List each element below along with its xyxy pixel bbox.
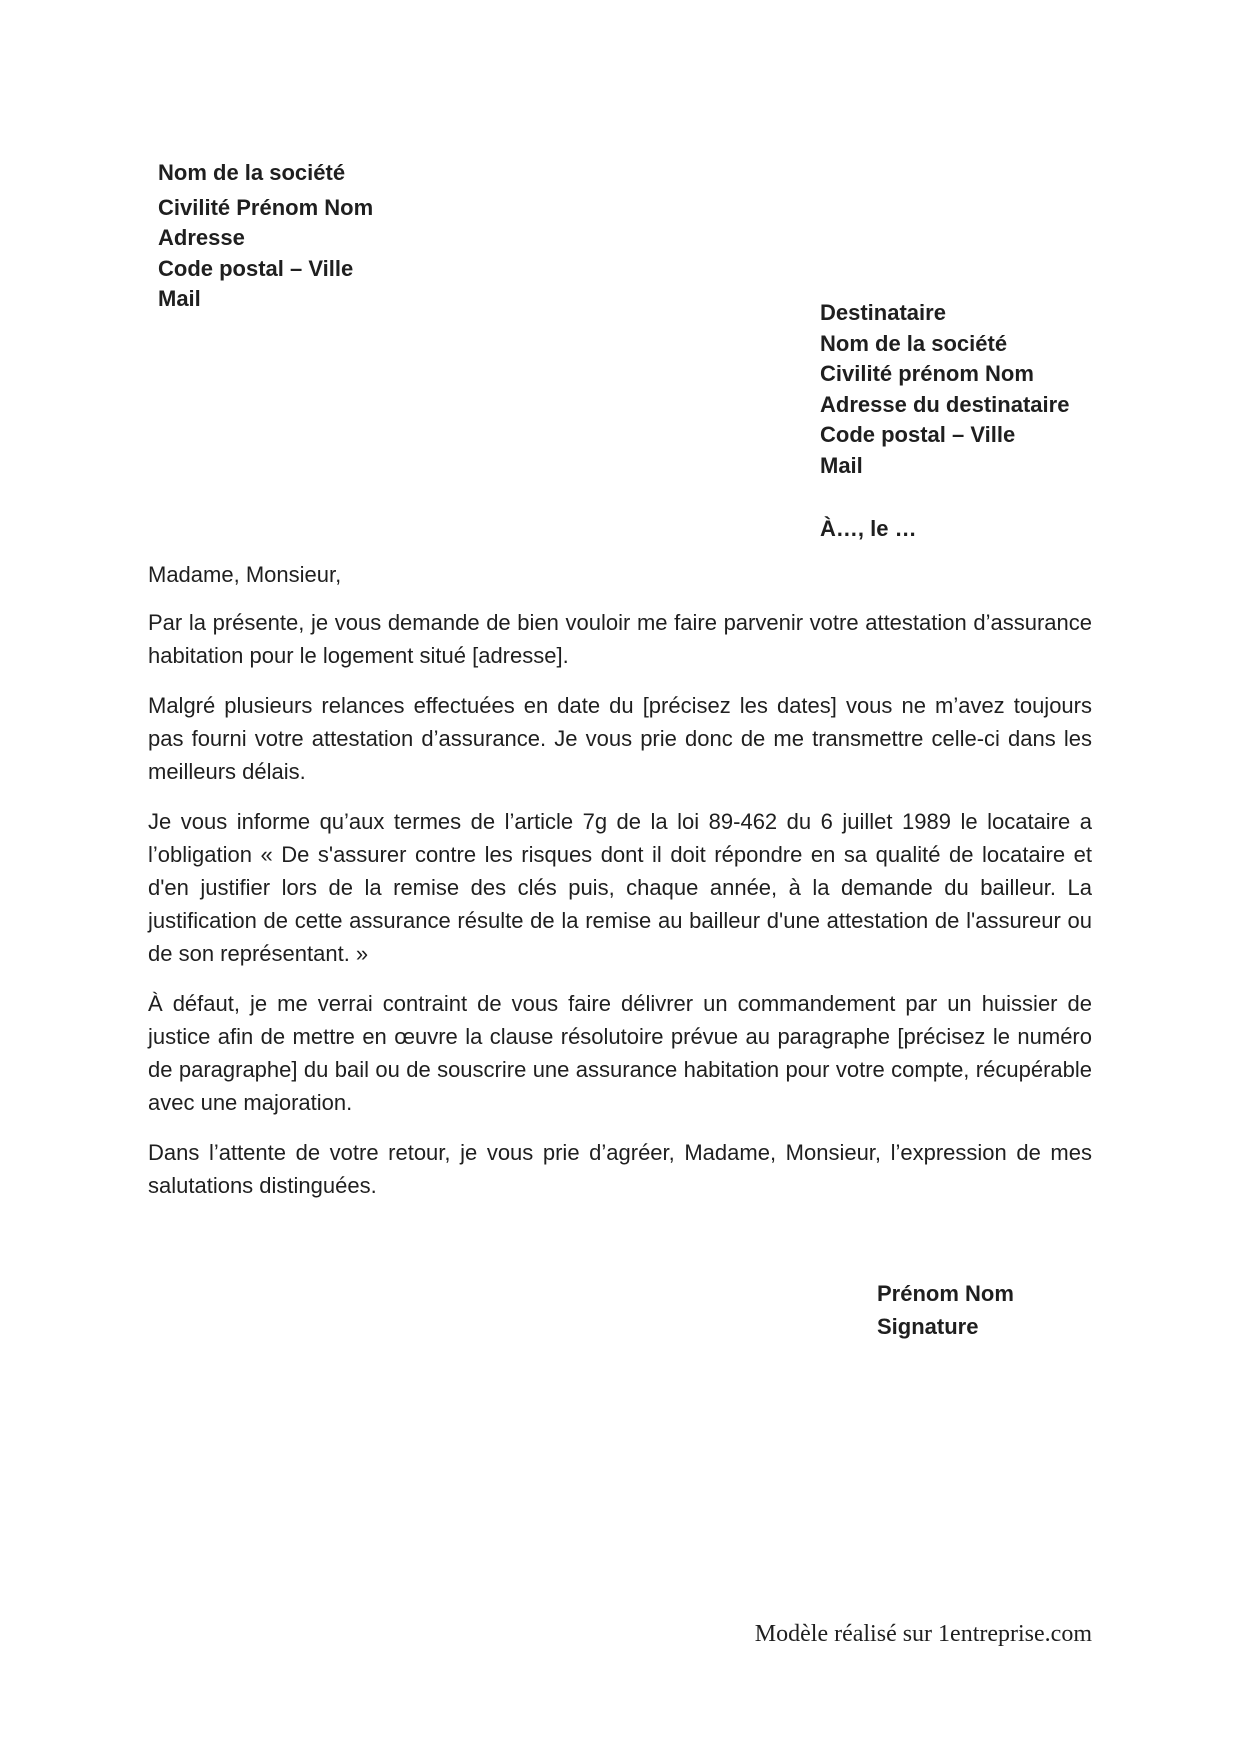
paragraph-consequences: À défaut, je me verrai contraint de vous faire délivrer un commandement par un huissier de justice afin de mettre en œuvre la clause résolutoire prévue au paragraphe [précisez le numéro de paragraphe] du bail ou de souscrire une assurance habitation pour votre compte, récupérable avec une majoration. (148, 991, 1092, 1115)
paragraph-reminders: Malgré plusieurs relances effectuées en date du [précisez les dates] vous ne m’avez toujours pas fourni votre attestation d’assurance. Je vous prie donc de me transmettre celle-ci dans les meilleurs délais. (148, 693, 1092, 784)
signature-label: Signature (877, 1314, 979, 1339)
signature-name: Prénom Nom (877, 1281, 1014, 1306)
recipient-company: Nom de la société (820, 330, 1008, 356)
footer-credit: Modèle réalisé sur 1entreprise.com (754, 1621, 1092, 1647)
paragraph-legal: Je vous informe qu’aux termes de l’article 7g de la loi 89-462 du 6 juillet 1989 le locataire a l’obligation « De s'assurer contre les risques dont il doit répondre en sa qualité de locataire et d'en justifier lors de la remise des clés puis, chaque année, à la demande du bailleur. La justification de cette assurance résulte de la remise au bailleur d'une attestation de l'assureur ou de son représentant. » (148, 809, 1092, 966)
sender-mail: Mail (158, 286, 201, 311)
signature-block (877, 1277, 1014, 1343)
recipient-address: Adresse du destinataire (820, 391, 1070, 417)
recipient-name: Civilité prénom Nom (820, 361, 1034, 386)
sender-city: Code postal – Ville (158, 255, 354, 281)
paragraph-request: Par la présente, je vous demande de bien vouloir me faire parvenir votre attestation d’assurance habitation pour le logement situé [adresse]. (148, 610, 1092, 668)
sender-company: Nom de la société (158, 160, 346, 185)
sender-address: Adresse (158, 225, 245, 250)
paragraph-closing: Dans l’attente de votre retour, je vous prie d’agréer, Madame, Monsieur, l’expression de mes salutations distinguées. (148, 1140, 1092, 1198)
recipient-mail: Mail (820, 452, 863, 478)
place-date: À…, le … (820, 516, 917, 541)
recipient-city: Code postal – Ville (820, 422, 1016, 447)
letter-body (148, 606, 1092, 1219)
sender-name: Civilité Prénom Nom (158, 194, 374, 220)
sender-block (158, 158, 373, 315)
recipient-heading: Destinataire (820, 300, 946, 325)
recipient-block (820, 298, 1069, 481)
greeting: Madame, Monsieur, (148, 562, 342, 587)
